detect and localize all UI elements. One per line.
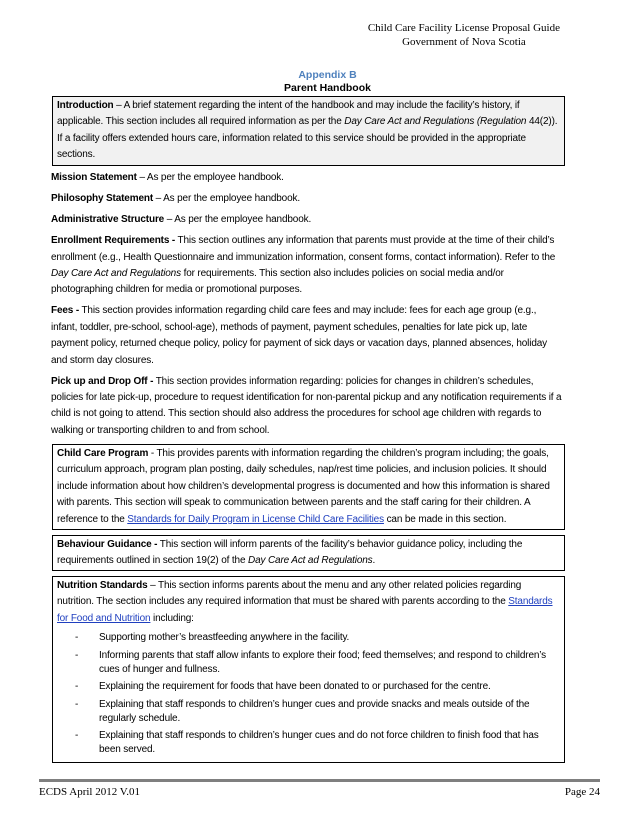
header-line-1: Child Care Facility License Proposal Guide <box>367 22 560 34</box>
intro-section <box>52 96 565 166</box>
behaviour-text-2: . <box>372 554 376 566</box>
nutrition-text: – This section informs parents about the menu and any other related policies regarding nutrition. The section includes any required information that must be shared with parents according to the <box>57 579 522 608</box>
page-title: Parent Handbook <box>284 82 371 94</box>
behaviour-label: Behaviour Guidance - <box>57 538 158 550</box>
pickup-text: This section provides information regarding: policies for changes in children’s schedules, policies for late pick-up, procedure to request identification for non-parental pickup and any notification requirements if a child is not going to attend. This section should also address the procedures for school age children with regards to walking or transporting children to and from school. <box>51 375 562 436</box>
enrollment-label: Enrollment Requirements - <box>51 235 176 247</box>
behaviour-italic: Day Care Act ad Regulations <box>248 554 373 566</box>
nutrition-label: Nutrition Standards <box>57 579 148 591</box>
page-footer <box>39 779 600 798</box>
intro-text-2: 44(2)). If a facility offers extended hours care, information related to this service should be provided in the appropriate sections. <box>57 116 558 161</box>
admin-label: Administrative Structure <box>51 214 165 226</box>
footer-version: ECDS April 2012 V.01 <box>39 786 141 798</box>
nutrition-list <box>57 631 560 757</box>
document-body <box>52 96 565 767</box>
philosophy-section <box>51 191 565 207</box>
food-nutrition-standards-link[interactable]: Standards for Food and Nutrition <box>57 596 553 624</box>
mission-section <box>51 170 565 186</box>
behaviour-text: This section will inform parents of the facility’s behavior guidance policy, including the requirements outlined in section 19(2) of the <box>57 538 523 566</box>
list-item: - Explaining that staff responds to children’s hunger cues and provide snacks and meals outside of the regularly schedule. <box>75 698 530 724</box>
nutrition-text-2: including: <box>150 612 194 624</box>
philosophy-text: – As per the employee handbook. <box>153 193 300 205</box>
daily-program-standards-link[interactable]: Standards for Daily Program in License Child Care Facilities <box>127 513 384 525</box>
intro-label: Introduction <box>57 100 114 111</box>
enrollment-italic: Day Care Act and Regulations <box>51 268 181 280</box>
philosophy-label: Philosophy Statement <box>51 193 154 205</box>
admin-text: – As per the employee handbook. <box>164 214 312 226</box>
list-item: - Informing parents that staff allow infants to explore their food; feed themselves; and respond to children’s cues of hunger and fullness. <box>75 649 547 675</box>
header-line-2: Government of Nova Scotia <box>402 36 526 48</box>
appendix-label: Appendix B <box>298 69 357 81</box>
program-text: - This provides parents with information regarding the children’s program including; the goals, curriculum approach, program plan posting, daily schedules, nap/rest time policies, and inclusion policies. It should include information about how children’s developmental progress is documented and how this information is shared with parents. This section will speak to communication between parents and the staff caring for their children. A reference to the <box>57 447 550 525</box>
intro-italic: Day Care Act and Regulations (Regulation <box>344 116 527 128</box>
list-item: - Explaining that staff responds to children’s hunger cues and do not force children to finish food that has been served. <box>75 730 539 756</box>
list-item: - Supporting mother’s breastfeeding anywhere in the facility. <box>75 632 350 644</box>
program-section <box>52 444 565 530</box>
program-text-2: can be made in this section. <box>383 513 507 525</box>
program-label: Child Care Program <box>57 447 149 459</box>
running-header <box>368 21 560 49</box>
enrollment-text: This section outlines any information that parents must provide at the time of their child’s enrollment (e.g., Health Questionnaire and immunization information, consent forms, contact information). Refer to the <box>51 235 556 263</box>
pickup-label: Pick up and Drop Off - <box>51 375 154 387</box>
list-item: - Explaining the requirement for foods that have been donated to or purchased for the centre. <box>75 681 491 693</box>
page-number: Page 24 <box>564 786 600 798</box>
mission-label: Mission Statement <box>51 172 137 184</box>
fees-label: Fees - <box>51 305 80 317</box>
enrollment-section <box>51 233 565 299</box>
fees-section <box>51 303 565 369</box>
pickup-section <box>51 374 565 440</box>
intro-text: – A brief statement regarding the intent of the handbook and may include the facility’s history, if applicable. This section includes all required information as per the <box>57 100 520 128</box>
enrollment-text-2: for requirements. This section also includes policies on social media and/or photographing children for media or promotional purposes. <box>51 268 504 296</box>
admin-section <box>51 212 565 228</box>
behaviour-section <box>52 535 565 572</box>
mission-text: – As per the employee handbook. <box>136 172 284 184</box>
nutrition-section <box>52 576 565 763</box>
fees-text: This section provides information regarding child care fees and may include: fees for each age group (e.g., infant, toddler, pre-school, school-age), methods of payment, payment schedules, penalties for late pick up, late payment policy, returned cheque policy, policy for payment of sick days or vacation days, planned absences, holiday and storm day closures. <box>51 305 547 366</box>
